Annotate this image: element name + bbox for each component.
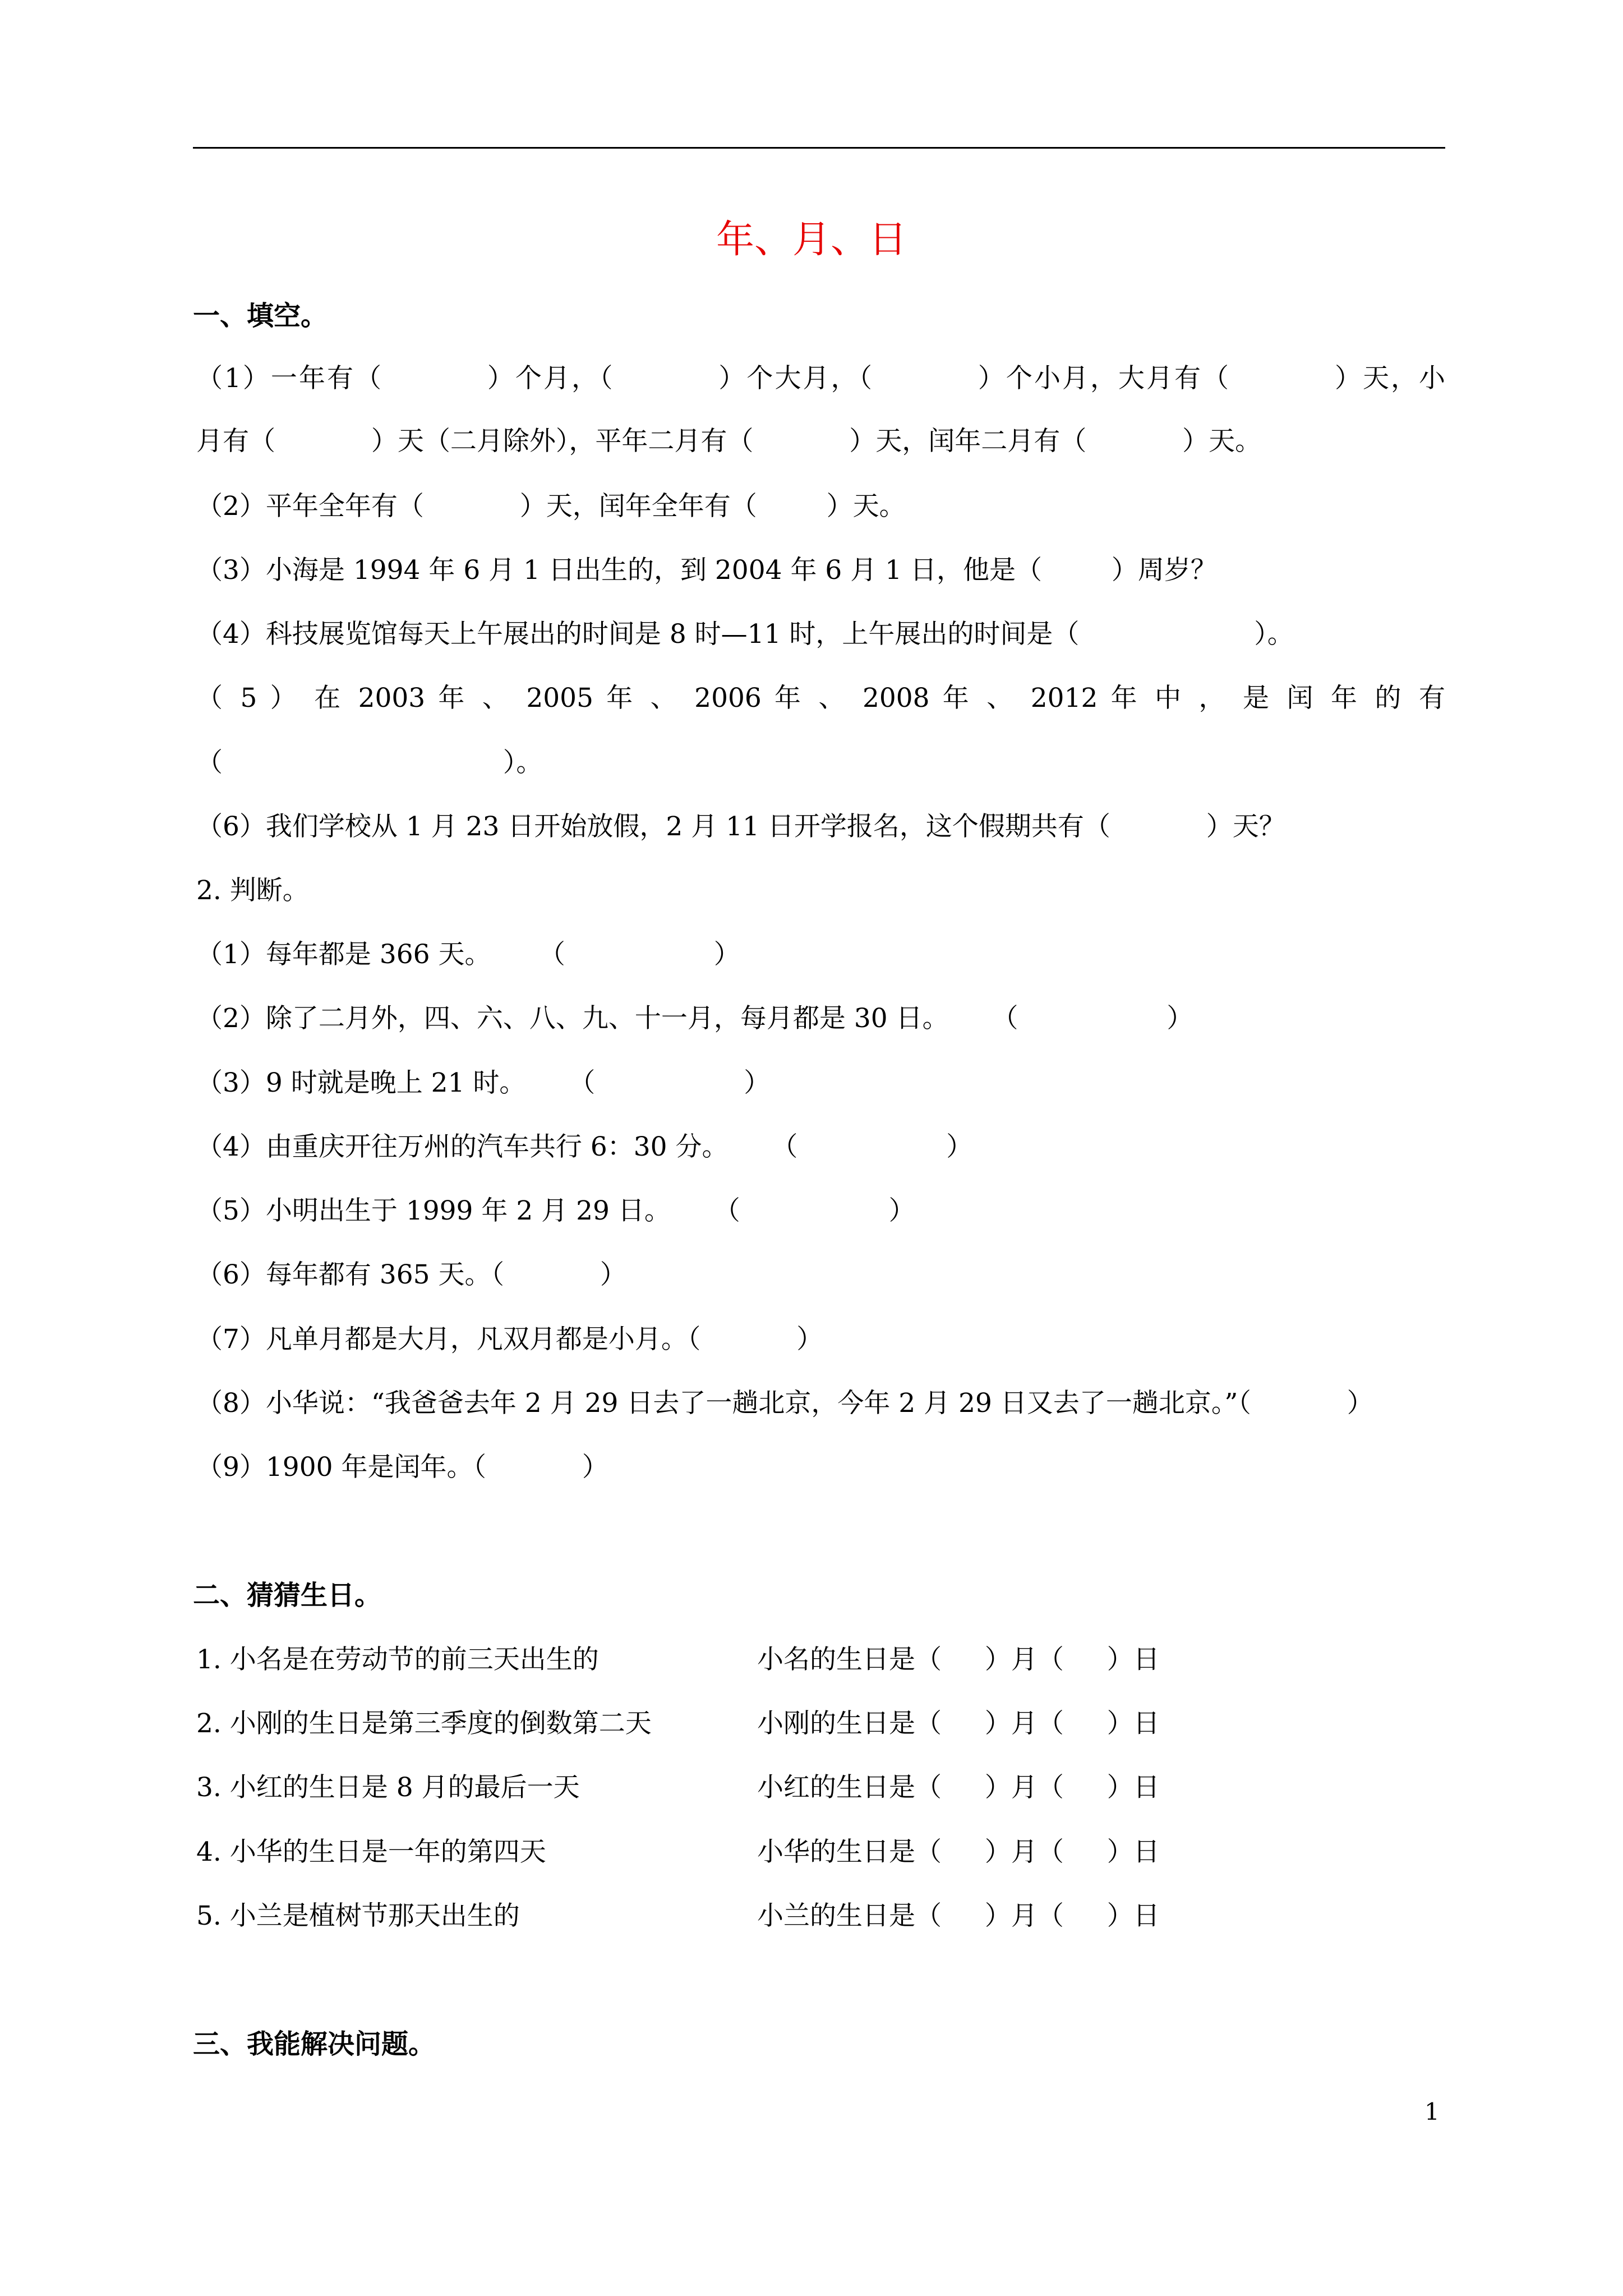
question-5-line-1: （ 5 ） 在 2003 年 、 2005 年 、 2006 年 、 2008 年 、 2012 年 中 ， 是 闰 年 的 有 [196, 683, 1445, 714]
judge-item-1: （1）每年都是 366 天。 （ ） [196, 939, 740, 970]
question-6: （6）我们学校从 1 月 23 日开始放假，2 月 11 日开学报名，这个假期共有（ ）天？ [196, 811, 1285, 842]
judge-item-7: （7）凡单月都是大月，凡双月都是小月。（ ） [196, 1324, 823, 1355]
section-fill-blank-heading: 一、填空。 [193, 300, 328, 332]
section-birthday-heading: 二、猜猜生日。 [193, 1580, 382, 1611]
judge-item-4: （4）由重庆开往万州的汽车共行 6：30 分。 （ ） [196, 1131, 973, 1162]
question-3: （3）小海是 1994 年 6 月 1 日出生的，到 2004 年 6 月 1 日，他是（ ）周岁？ [196, 555, 1217, 586]
birthday-answer-4: 小华的生日是（ ）月（ ）日 [757, 1837, 1160, 1867]
question-2: （2）平年全年有（ ）天，闰年全年有（ ）天。 [196, 491, 906, 522]
page-number: 1 [1424, 2098, 1440, 2125]
question-1-line-2: 月有（ ）天（二月除外），平年二月有（ ）天，闰年二月有（ ）天。 [196, 426, 1262, 457]
question-5-line-2: （ ）。 [196, 747, 543, 778]
header-rule [193, 147, 1445, 149]
section-problem-solving-heading: 三、我能解决问题。 [193, 2028, 436, 2060]
birthday-clue-1: 1. 小名是在劳动节的前三天出生的 [196, 1644, 599, 1675]
judge-item-9: （9）1900 年是闰年。（ ） [196, 1452, 608, 1483]
birthday-answer-3: 小红的生日是（ ）月（ ）日 [757, 1772, 1160, 1803]
section-judge-heading: 2. 判断。 [196, 875, 309, 906]
birthday-clue-4: 4. 小华的生日是一年的第四天 [196, 1837, 546, 1867]
question-4: （4）科技展览馆每天上午展出的时间是 8 时—11 时，上午展出的时间是（ ）。 [196, 619, 1294, 650]
page-title: 年、月、日 [716, 218, 907, 262]
judge-item-5: （5）小明出生于 1999 年 2 月 29 日。 （ ） [196, 1195, 915, 1226]
birthday-clue-2: 2. 小刚的生日是第三季度的倒数第二天 [196, 1708, 652, 1739]
birthday-answer-1: 小名的生日是（ ）月（ ）日 [757, 1644, 1160, 1675]
birthday-answer-5: 小兰的生日是（ ）月（ ）日 [757, 1901, 1160, 1931]
judge-item-2: （2）除了二月外，四、六、八、九、十一月，每月都是 30 日。 （ ） [196, 1003, 1193, 1034]
birthday-clue-3: 3. 小红的生日是 8 月的最后一天 [196, 1772, 580, 1803]
question-1-line-1: （1）一年有（ ）个月，（ ）个大月，（ ）个小月，大月有（ ）天，小 [196, 363, 1445, 394]
judge-item-6: （6）每年都有 365 天。（ ） [196, 1259, 626, 1290]
judge-item-3: （3）9 时就是晚上 21 时。 （ ） [196, 1068, 771, 1098]
birthday-answer-2: 小刚的生日是（ ）月（ ）日 [757, 1708, 1160, 1739]
birthday-clue-5: 5. 小兰是植树节那天出生的 [196, 1901, 520, 1931]
judge-item-8: （8）小华说：“我爸爸去年 2 月 29 日去了一趟北京，今年 2 月 29 日又去了一趟北京。”（ ） [196, 1388, 1373, 1419]
